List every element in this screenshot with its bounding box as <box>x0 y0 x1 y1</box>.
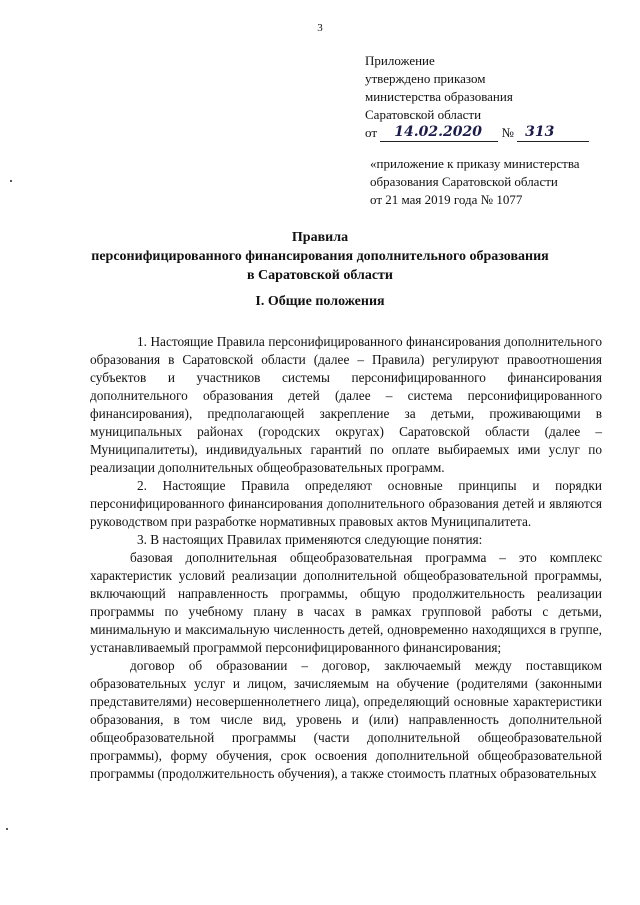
paragraph-1: 1. Настоящие Правила персонифицированного финансирования дополнительного образования в Саратовской области (далее – Правила) регулируют правоотношения субъектов и участников системы персонифицированного финансирования дополнительного образования детей (далее – система персонифицированного финансирования), предполагающей закрепление за детьми, проживающими в муниципальных районах (городских округах) Саратовской области (далее – Муниципалитеты), индивидуальных гарантий по оплате выбираемых ими услуг по реализации дополнительных общеобразовательных программ. <box>90 334 602 475</box>
scan-speck <box>10 180 12 182</box>
paragraph-3: 3. В настоящих Правилах применяются следующие понятия: <box>137 532 483 547</box>
handwritten-date: 14.02.2020 <box>394 124 482 140</box>
approval-block <box>365 52 589 142</box>
approval-line-3: министерства образования <box>365 89 513 104</box>
approval-line-1: Приложение <box>365 53 435 68</box>
annex-line-2: образования Саратовской области <box>370 174 558 189</box>
approval-line-4: Саратовской области <box>365 107 482 122</box>
document-title <box>0 228 640 285</box>
title-line-2: персонифицированного финансирования дополнительного образования <box>91 249 549 264</box>
approval-date-line <box>365 124 589 142</box>
handwritten-number: 313 <box>525 124 555 140</box>
from-label: от <box>365 125 378 140</box>
definition-education-contract: договор об образовании – договор, заключаемый между поставщиком образовательных услуг и лицом, зачисляемым на обучение (родителями (законными представителями) несовершеннолетнего лица), определяющий основные характеристики образования, в том числе вид, уровень и (или) направленность дополнительной общеобразовательной программы (части дополнительной общеобразовательной программы), форму обучения, срок освоения дополнительной общеобразовательной программы (продолжительность обучения), а также стоимость платных образовательных <box>90 658 602 781</box>
page-number: 3 <box>317 22 323 34</box>
annex-line-1: «приложение к приказу министерства <box>370 156 580 171</box>
section-heading: I. Общие положения <box>255 294 385 309</box>
approval-line-2: утверждено приказом <box>365 71 486 86</box>
annex-line-3: от 21 мая 2019 года № 1077 <box>370 192 523 207</box>
definition-base-program: базовая дополнительная общеобразовательная программа – это комплекс характеристик условий реализации дополнительной общеобразовательной программы, включающий направленность программы, общую продолжительность реализации программы по учебному плану в часах в рамках групповой работы с детьми, минимальную и максимальную численность детей, одновременно находящихся в группе, устанавливаемый программой персонифицированного финансирования; <box>90 550 602 655</box>
scan-speck <box>6 828 8 830</box>
annex-reference-block <box>370 155 580 209</box>
date-signature-line <box>380 126 498 142</box>
title-line-3: в Саратовской области <box>247 268 393 283</box>
number-label: № <box>501 125 514 140</box>
document-body <box>90 333 602 783</box>
title-line-1: Правила <box>291 230 349 245</box>
number-signature-line <box>517 126 589 142</box>
paragraph-2: 2. Настоящие Правила определяют основные принципы и порядки персонифицированного финансирования дополнительного образования детей и являются руководством при разработке нормативных правовых актов Муниципалитета. <box>90 478 602 529</box>
